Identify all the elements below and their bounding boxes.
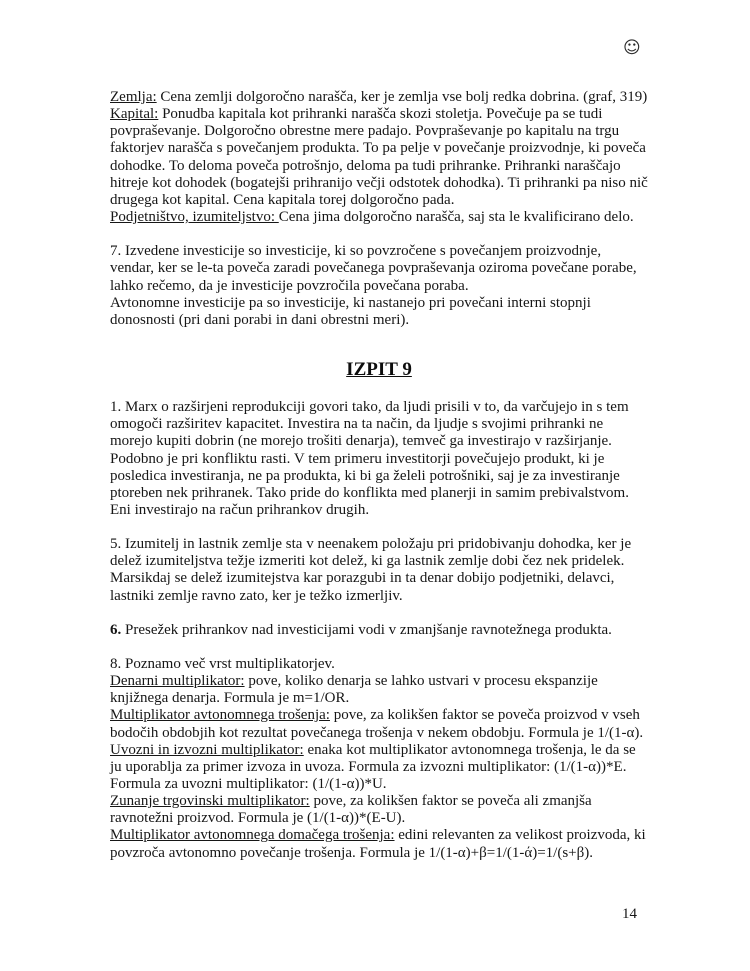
- para-denarni-multiplikator: [110, 673, 648, 707]
- term-zunanje-trgovinski: Zunanje trgovinski multiplikator:: [110, 793, 310, 810]
- para-8-poznamo: 8. Poznamo več vrst multiplikatorjev.: [110, 655, 335, 672]
- para-zunanje-text: pove, za kolikšen faktor se poveča ali zmanjša ravnotežni proizvod. Formula je (1/(1-α))*(E-U).: [110, 793, 592, 827]
- para-avtonomnega-text: pove, za kolikšen faktor se poveča proizvod v vseh bodočih obdobjih kot rezultat povečanega trošenja v nekem obdobju. Formula je 1/(1-α).: [110, 707, 644, 741]
- document-body: [110, 0, 648, 862]
- para-podjetnistvo: [110, 209, 648, 226]
- para-zemlja: [110, 89, 648, 106]
- para-podjetnistvo-text: Cena jima dolgoročno narašča, saj sta le kvalificirano delo.: [278, 209, 634, 226]
- para-6-presezek: [110, 622, 648, 639]
- para-kapital: [110, 106, 648, 209]
- smiley-icon: ☺: [623, 38, 641, 58]
- para-avtonomne: Avtonomne investicije pa so investicije, ki nastanejo pri povečani interni stopnji donosnosti (pri dani porabi in dani obrestni meri).: [110, 294, 591, 328]
- para-domacega-text: edini relevanten za velikost proizvoda, ki povzroča avtonomno povečanje trošenja. Formula je 1/(1-α)+β=1/(1-ά)=1/(s+β).: [110, 827, 646, 861]
- para-uvozni-izvozni: [110, 742, 648, 793]
- para-6-text: Presežek prihrankov nad investicijami vodi v zmanjšanje ravnotežnega produkta.: [121, 621, 612, 638]
- para-6-number: 6.: [110, 621, 122, 638]
- section-heading-text: IZPIT 9: [346, 359, 412, 381]
- term-kapital: Kapital:: [110, 106, 159, 123]
- section-heading: [110, 358, 648, 382]
- para-kapital-text: Ponudba kapitala kot prihranki narašča skozi stoletja. Povečuje pa se tudi povpraševanje. Dolgoročno obrestne mere padajo. Povpraševanje po kapitalu na trgu faktorjev narašča s povečanjem produkta. To pa pelje v povečanje proizvodnje, ki poveča dohodke. To deloma poveča potrošnjo, deloma pa tudi prihranke. Prihranki naraščajo hitreje kot dohodek (bogatejši prihranijo večji odstotek dohodka). Ti prihranki pa niso nič drugega kot kapital. Cena kapitala torej dolgoročno pada.: [110, 106, 648, 208]
- para-uvozni-text: enaka kot multiplikator avtonomnega trošenja, le da se ju uporablja za primer izvoza in uvoza. Formula za izvozni multiplikator: (1/(1-α))*E. Formula za uvozni multiplikator: (1/(1-α))*U.: [110, 741, 636, 792]
- term-multiplikator-avtonomnega: Multiplikator avtonomnega trošenja:: [110, 707, 330, 724]
- para-7-izvedene: 7. Izvedene investicije so investicije, ki so povzročene s povečanjem proizvodnje, vendar, ker se le-ta poveča zaradi povečanega povpraševanja oziroma povečane porabe, lahko rečemo, da je investicije povzročila povečana poraba.: [110, 243, 637, 294]
- para-zunanje-trgovinski: [110, 793, 648, 827]
- page-number: 14: [622, 906, 637, 922]
- term-zemlja: Zemlja:: [110, 89, 157, 105]
- para-zemlja-text: Cena zemlji dolgoročno narašča, ker je zemlja vse bolj redka dobrina. (graf, 319): [156, 89, 648, 105]
- term-podjetnistvo: Podjetništvo, izumiteljstvo:: [110, 209, 279, 226]
- term-uvozni-izvozni: Uvozni in izvozni multiplikator:: [110, 741, 304, 758]
- term-denarni-multiplikator: Denarni multiplikator:: [110, 673, 245, 690]
- para-1-marx: 1. Marx o razširjeni reprodukciji govori tako, da ljudi prisili v to, da varčujejo in s tem omogoči razširitev kapacitet. Investira na ta način, da ljudje s svojimi prihranki ne morejo kupiti dobrin (ne morejo trošiti denarja), temveč ga investirajo v razširjanje. Podobno je pri konfliktu rasti. V tem primeru investitorji povečujejo produkt, ki je posledica investiranja, ne pa produkta, ki bi ga želeli potrošniki, saj je za investiranje ptoreben nek prihranek. Tako pride do konflikta med planerji in samim prebivalstvom. Eni investirajo na račun prihrankov drugih.: [110, 399, 629, 518]
- term-multiplikator-domacega: Multiplikator avtonomnega domačega trošenja:: [110, 827, 395, 844]
- para-denarni-text: pove, koliko denarja se lahko ustvari v procesu ekspanzije knjižnega denarja. Formula je m=1/OR.: [110, 673, 598, 707]
- para-5-izumitelj: 5. Izumitelj in lastnik zemlje sta v neenakem položaju pri pridobivanju dohodka, ker je delež izumiteljstva težje izmeriti kot delež, ki ga lastnik zemlje dobi čez nek pridelek. Marsikdaj se delež izumitejstva kar porazgubi in ta denar dobijo podjetniki, delavci, lastniki zemlje ravno zato, ker je težko izmerljiv.: [110, 536, 632, 604]
- para-multiplikator-domacega: [110, 827, 648, 861]
- para-multiplikator-avtonomnega: [110, 707, 648, 741]
